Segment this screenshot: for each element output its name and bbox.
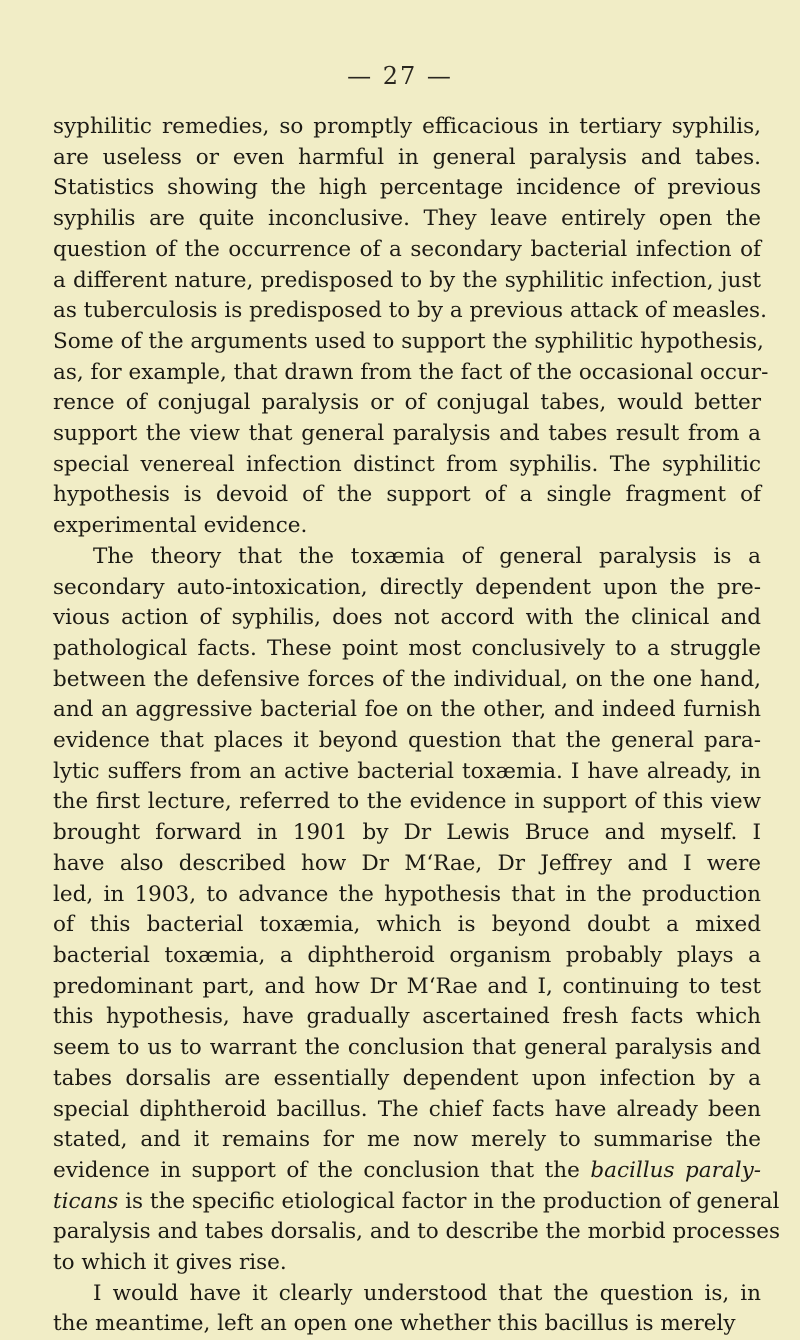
text-line: to which it gives rise. [53,1250,287,1276]
text-line: rence of conjugal paralysis or of conjugal tabes, would better [53,390,761,416]
text-line: secondary auto-intoxication, directly dependent upon the pre- [53,574,761,600]
text-line: hypothesis is devoid of the support of a single fragment of [53,482,761,508]
text-line: between the defensive forces of the individual, on the one hand, [53,666,761,692]
text-line: brought forward in 1901 by Dr Lewis Bruce and myself. I [53,820,761,846]
body-text [53,112,781,1340]
text-line: have also described how Dr M‘Rae, Dr Jeffrey and I were [53,850,761,876]
text-segment: is the specific etiological factor in the production of general [118,1188,780,1214]
italic-term: ticans [53,1188,119,1214]
text-line [53,1156,761,1187]
text-line: seem to us to warrant the conclusion that general paralysis and [53,1035,761,1061]
paragraph-2 [53,542,781,1279]
text-line: syphilis are quite inconclusive. They leave entirely open the [53,206,761,232]
text-line: experimental evidence. [53,513,308,539]
text-line: paralysis and tabes dorsalis, and to describe the morbid processes [53,1219,781,1245]
text-line: led, in 1903, to advance the hypothesis that in the production [53,881,761,907]
text-line: question of the occurrence of a secondary bacterial infection of [53,236,761,262]
text-line: bacterial toxæmia, a diphtheroid organism probably plays a [53,942,761,968]
paragraph-1 [53,112,769,542]
text-line [53,1187,780,1218]
text-line: this hypothesis, have gradually ascertained fresh facts which [53,1004,761,1030]
text-segment: evidence in support of the conclusion that the [53,1157,580,1183]
paragraph-3 [53,1279,761,1340]
text-line: pathological facts. These point most conclusively to a struggle [53,635,761,661]
text-line: vious action of syphilis, does not accord with the clinical and [53,605,761,631]
text-line: and an aggressive bacterial foe on the other, and indeed furnish [53,697,761,723]
text-line: Some of the arguments used to support the syphilitic hypothesis, [53,328,764,354]
text-line: of this bacterial toxæmia, which is beyond doubt a mixed [53,912,761,938]
text-line: special diphtheroid bacillus. The chief facts have already been [53,1096,761,1122]
text-line: I would have it clearly understood that the question is, in [93,1280,761,1306]
text-line: as, for example, that drawn from the fact of the occasional occur- [53,359,769,385]
text-line: stated, and it remains for me now merely to summarise the [53,1127,761,1153]
page-number-header: — 27 — [347,62,453,90]
text-line: the first lecture, referred to the evidence in support of this view [53,789,761,815]
text-line: a different nature, predisposed to by the syphilitic infection, just [53,267,761,293]
text-line: Statistics showing the high percentage incidence of previous [53,175,761,201]
text-line: tabes dorsalis are essentially dependent upon infection by a [53,1065,761,1091]
text-line: support the view that general paralysis and tabes result from a [53,421,761,447]
text-line: the meantime, left an open one whether this bacillus is merely [53,1311,736,1337]
text-line: syphilitic remedies, so promptly efficacious in tertiary syphilis, [53,114,761,139]
text-line: evidence that places it beyond question that the general para- [53,728,761,754]
text-line: predominant part, and how Dr M‘Rae and I, continuing to test [53,973,761,999]
text-line: are useless or even harmful in general paralysis and tabes. [53,144,761,170]
text-line: as tuberculosis is predisposed to by a previous attack of measles. [53,298,767,324]
italic-term: bacillus paraly- [590,1157,761,1183]
text-line: lytic suffers from an active bacterial toxæmia. I have already, in [53,758,761,784]
text-line: The theory that the toxæmia of general paralysis is a [93,543,761,569]
text-line: special venereal infection distinct from syphilis. The syphilitic [53,451,761,477]
